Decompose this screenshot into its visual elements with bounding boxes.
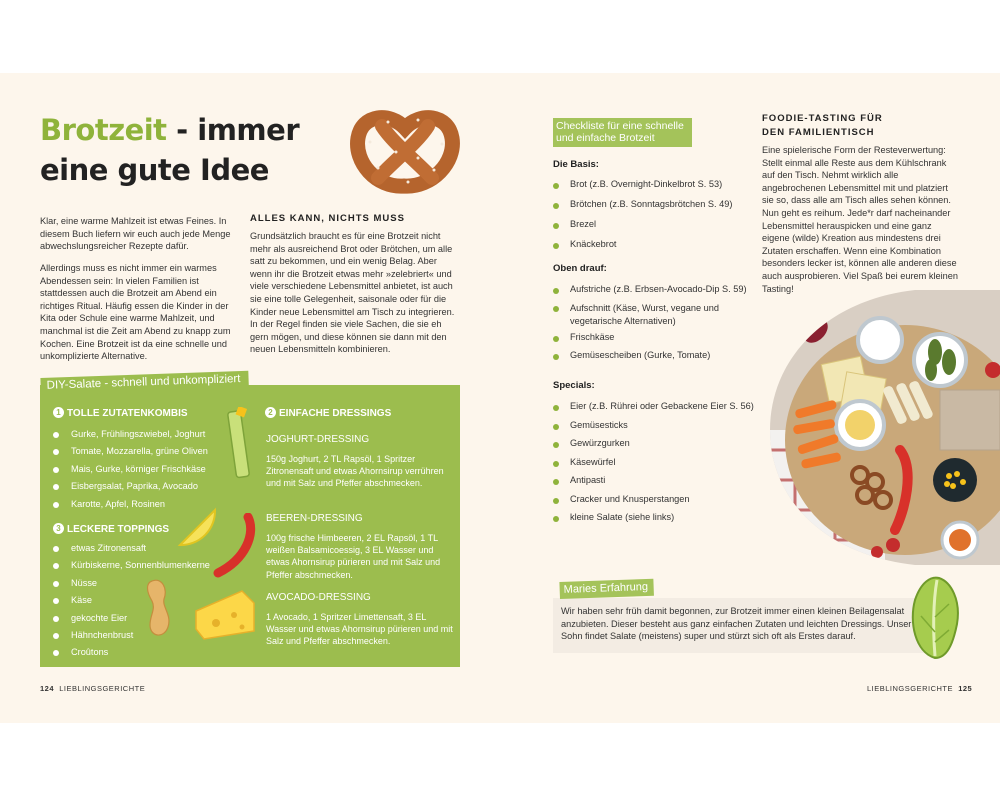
- checklist-tag: Checkliste für eine schnelle und einfache Brotzeit: [553, 118, 692, 147]
- section-3-title: 3 LECKERE TOPPINGS: [53, 523, 169, 535]
- cheese-icon: [190, 583, 260, 643]
- list-item: Brötchen (z.B. Sonntagsbrötchen S. 49): [553, 199, 753, 219]
- page-footer-left: 124 LIEBLINGSGERICHTE: [40, 684, 146, 693]
- list-item: etwas Zitronensaft: [53, 540, 210, 557]
- list-item: Aufstriche (z.B. Erbsen-Avocado-Dip S. 59): [553, 284, 753, 302]
- list-item: Gurke, Frühlingszwiebel, Joghurt: [53, 426, 208, 443]
- maries-text: Wir haben sehr früh damit begonnen, zur Brotzeit immer einen kleinen Beilagensalat anzubieten. Dieser besteht aus ganz einfachen Zutaten und leichten Dressings. Unser Sohn findet Salate (meistens) super und stürzt sich oft als Erstes darauf.: [561, 606, 912, 642]
- list-item: Mais, Gurke, körniger Frischkäse: [53, 461, 208, 478]
- list-item: Gewürzgurken: [553, 438, 763, 457]
- section-text: Grundsätzlich braucht es für eine Brotzeit nicht mehr als ausreichend Brot oder Brötchen, um alle satt zu bekommen, und ein wenig Belag. Aber wenn ihr die Brotzeit etwas mehr »zelebriert« und viele verschiedene Lebensmittel anbietet, ist auch sie eine tolle Gelegenheit, saisonale oder für die Kinder neue Lebensmittel am Tisch zu integrieren. In der Regel finden sie viele Sachen, die sie eh gern mögen, und diese können sie dann mit den neuen Lebensmitteln kombinieren.: [250, 231, 455, 355]
- section-1-title: 1 TOLLE ZUTATENKOMBIS: [53, 407, 188, 419]
- list-item: Frischkäse: [553, 332, 753, 350]
- list-item: Eisbergsalat, Paprika, Avocado: [53, 478, 208, 495]
- specials-list: [553, 401, 763, 531]
- peanut-icon: [140, 575, 180, 645]
- diy-salads-tag: DIY-Salate - schnell und unkompliziert: [40, 371, 248, 395]
- list-item: Aufschnitt (Käse, Wurst, vegane und vegetarische Alternativen): [553, 302, 753, 332]
- section-2-title: 2 EINFACHE DRESSINGS: [265, 407, 391, 419]
- pretzel-illustration: [348, 102, 463, 198]
- list-item: kleine Salate (siehe links): [553, 512, 763, 531]
- cucumber-icon: [225, 407, 255, 482]
- dressing-name: BEEREN-DRESSING: [266, 513, 363, 524]
- food-platter-photo: [765, 290, 1000, 565]
- maries-tag: Maries Erfahrung: [559, 579, 654, 599]
- list-item: Käse: [53, 592, 210, 609]
- oben-title: Oben drauf:: [553, 263, 607, 274]
- maries-experience-box: [553, 598, 925, 653]
- basis-title: Die Basis:: [553, 159, 599, 170]
- list-item: Käsewürfel: [553, 457, 763, 476]
- section-heading: ALLES KANN, NICHTS MUSS: [250, 213, 405, 224]
- foodie-text: Eine spielerische Form der Resteverwertung: Stellt einmal alle Reste aus dem Kühlschrank auf den Tisch. Nehmt wirklich alle angebrochenen Lebensmittel mit und platziert sie so, dass alle am Tisch alles sehen können. Nun geht es reihum. Jede*r darf nacheinander Lebensmittel herauspicken und eine ganz eigene (wilde) Kreation aus mindestens drei Zutaten erschaffen. Wenn eine Kombination besonders lecker ist, können alle anderen diese auch ausprobieren. Viel Spaß bei eurem kleinen Tasting!: [762, 145, 958, 294]
- intro-paragraph-1: Klar, eine warme Mahlzeit ist etwas Feines. In diesem Buch liefern wir euch auch jede Menge abwechslungsreicher Rezepte dafür.: [40, 216, 231, 252]
- page-title: Brotzeit - immer eine gute Idee: [40, 113, 300, 187]
- list-item: Hähnchenbrust: [53, 627, 210, 644]
- diy-salads-box: [40, 385, 460, 667]
- list-item: Brot (z.B. Overnight-Dinkelbrot S. 53): [553, 179, 753, 199]
- list-item: Gemüsescheiben (Gurke, Tomate): [553, 350, 753, 368]
- list-item: Nüsse: [53, 575, 210, 592]
- list-item: Brezel: [553, 219, 753, 239]
- dressing-text: 150g Joghurt, 2 TL Rapsöl, 1 Spritzer Zitronensaft und etwas Ahornsirup verrühren und mit Salz und Pfeffer abschmecken.: [266, 454, 444, 489]
- specials-title: Specials:: [553, 380, 595, 391]
- foodie-heading: FOODIE-TASTING FÜR DEN FAMILIENTISCH: [762, 113, 883, 138]
- list-item: Tomate, Mozzarella, grüne Oliven: [53, 443, 208, 460]
- dressing-name: AVOCADO-DRESSING: [266, 592, 371, 603]
- section-1-list: [53, 426, 208, 513]
- dressing-text: 1 Avocado, 1 Spritzer Limettensaft, 3 EL Wasser und etwas Ahornsirup pürieren und mit Salz und Pfeffer abschmecken.: [266, 612, 453, 647]
- list-item: Cracker und Knusperstangen: [553, 494, 763, 513]
- list-item: Gemüsesticks: [553, 420, 763, 439]
- list-item: Antipasti: [553, 475, 763, 494]
- list-item: Knäckebrot: [553, 239, 753, 259]
- list-item: Kürbiskerne, Sonnenblumenkerne: [53, 557, 210, 574]
- section-3-list: [53, 540, 210, 662]
- dressing-name: JOGHURT-DRESSING: [266, 434, 370, 445]
- list-item: Eier (z.B. Rührei oder Gebackene Eier S. 56): [553, 401, 763, 420]
- intro-paragraph-2: Allerdings muss es nicht immer ein warmes Abendessen sein: In vielen Familien ist stattdessen auch die Brotzeit am Abend ein richtiges Ritual. Häufig essen die Kinder in der Kita oder Schule eine warme Mahlzeit, und manchmal ist die Zeit am Abend zu knapp zum Kochen. Eine Brotzeit ist da eine schnelle und unkomplizierte Alternative.: [40, 263, 231, 362]
- dressing-text: 100g frische Himbeeren, 2 EL Rapsöl, 1 TL weißen Balsamicoessig, 3 EL Wasser und etwas Ahornsirup pürieren und mit Salz und Pfeffer abschmecken.: [266, 533, 441, 580]
- red-pepper-icon: [210, 513, 260, 583]
- page-footer-right: LIEBLINGSGERICHTE 125: [867, 684, 973, 693]
- oben-list: [553, 284, 753, 368]
- list-item: Karotte, Apfel, Rosinen: [53, 496, 208, 513]
- list-item: Croûtons: [53, 644, 210, 661]
- list-item: gekochte Eier: [53, 610, 210, 627]
- basis-list: [553, 179, 753, 259]
- lettuce-icon: [905, 572, 965, 662]
